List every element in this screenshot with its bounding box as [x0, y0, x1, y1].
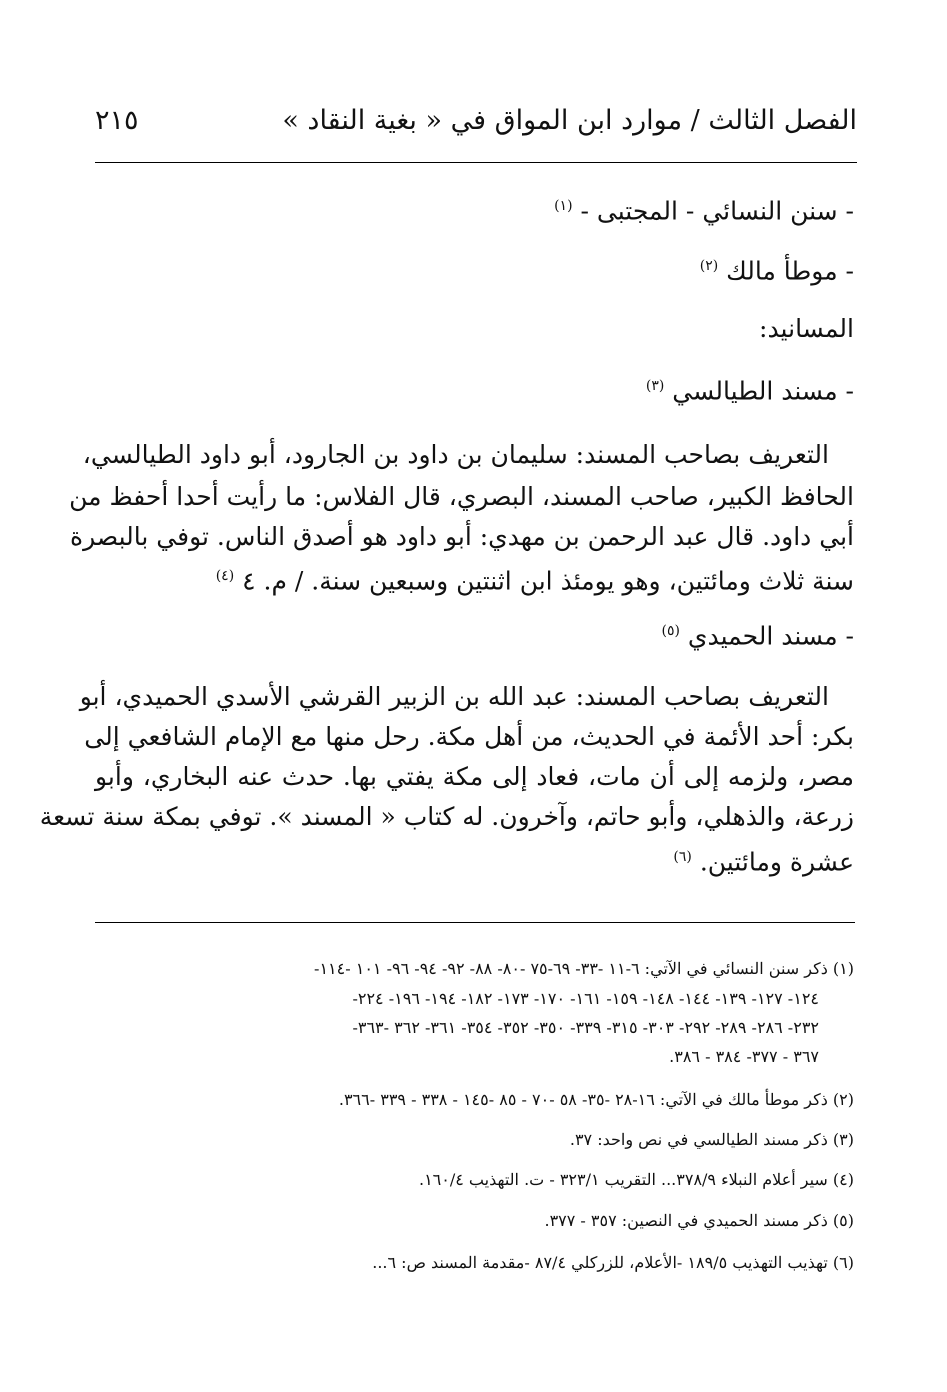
- running-title: الفصل الثالث / موارد ابن المواق في « بغية النقاد »: [282, 105, 857, 136]
- footnote-ref-1: (١): [554, 198, 573, 214]
- masanid-heading: المسانيد:: [759, 314, 854, 343]
- footnote-ref-4: (٤): [215, 568, 235, 584]
- page-number: ٢١٥: [95, 105, 139, 136]
- footnote-separator: [95, 922, 855, 923]
- footnote-6: (٦) تهذيب التهذيب ١٨٩/٥ -الأعلام، للزركلي ٨٧/٤ -مقدمة المسند ص: ٦...: [372, 1253, 854, 1272]
- footnote-3: (٣) ذكر مسند الطيالسي في نص واحد: ٣٧.: [569, 1130, 854, 1149]
- footnote-ref-5: (٥): [661, 623, 680, 639]
- tayalisi-title: - مسند الطيالسي: [672, 376, 854, 406]
- tayalisi-para-last-line: [216, 557, 854, 600]
- footnote-ref-3: (٣): [645, 378, 665, 394]
- tayalisi-para-line: الحافظ الكبير، صاحب المسند، البصري، قال الفلاس: ما رأيت أحدا أحفظ من: [69, 482, 854, 511]
- footnote-1-line: ٢٣٢- ٢٨٦- ٢٨٩- ٢٩٢- ٣٠٣- ٣١٥- ٣٣٩- ٣٥٠- ٣٥٢- ٣٥٤- ٣٦١- ٣٦٢ -٣٦٣-: [352, 1018, 819, 1037]
- footnote-2: (٢) ذكر موطأ مالك في الآتي: ١٦-٢٨ -٣٥- ٥٨ -٧٠ - ٨٥ -١٤٥ - ٣٣٨ - ٣٣٩ -٣٦٦.: [338, 1090, 854, 1109]
- bullet-sunan-nasai: [554, 187, 854, 230]
- tayalisi-para-line: التعريف بصاحب المسند: سليمان بن داود بن الجارود، أبو داود الطيالسي،: [82, 440, 829, 469]
- bullet-tayalisi: [646, 367, 854, 410]
- bullet-muwatta: [700, 247, 854, 290]
- humaydi-title: - مسند الحميدي: [687, 621, 854, 651]
- bullet-humaydi: [661, 612, 854, 655]
- footnote-1-line: (١) ذكر سنن النسائي في الآتي: ٦-١١ -٣٣- ٦٩-٧٥ -٨٠- ٨٨- ٩٢- ٩٤- ٩٦- ١٠١ -١١٤-: [314, 959, 854, 978]
- footnote-ref-2: (٢): [699, 258, 719, 274]
- footnote-ref-6: (٦): [673, 849, 692, 865]
- humaydi-para-line: بكر: أحد الأئمة في الحديث، من أهل مكة. رحل منها مع الإمام الشافعي إلى: [84, 722, 854, 751]
- muwatta-text: - موطأ مالك: [726, 256, 854, 286]
- humaydi-para-line: مصر، ولزمه إلى أن مات، فعاد إلى مكة يفتي بها. حدث عنه البخاري، وأبو: [95, 762, 854, 791]
- footnote-4: (٤) سير أعلام النبلاء ٣٧٨/٩... التقريب ٣٢٣/١ - ت. التهذيب ١٦٠/٤.: [418, 1170, 854, 1189]
- humaydi-para-line: التعريف بصاحب المسند: عبد الله بن الزبير القرشي الأسدي الحميدي، أبو: [79, 682, 829, 711]
- footnote-1-line: ١٢٤- ١٢٧- ١٣٩- ١٤٤- ١٤٨- ١٥٩- ١٦١- ١٧٠- ١٧٣- ١٨٢- ١٩٤- ١٩٦- ٢٢٤-: [352, 989, 819, 1008]
- tayalisi-para-text: سنة ثلاث ومائتين، وهو يومئذ ابن اثنتين وسبعين سنة. / م. ٤: [242, 566, 854, 596]
- tayalisi-para-line: أبي داود. قال عبد الرحمن بن مهدي: أبو داود هو أصدق الناس. توفي بالبصرة: [70, 522, 854, 551]
- sunan-nasai-text: - سنن النسائي - المجتبى -: [580, 196, 854, 226]
- humaydi-para-last-line: [673, 838, 854, 881]
- page-header: [95, 105, 857, 153]
- footnote-1-line: ٣٦٧ - ٣٧٧- ٣٨٤ - ٣٨٦.: [669, 1047, 819, 1066]
- footnote-5: (٥) ذكر مسند الحميدي في النصين: ٣٥٧ - ٣٧٧.: [544, 1211, 854, 1230]
- humaydi-para-text: عشرة ومائتين.: [699, 847, 854, 877]
- humaydi-para-line: زرعة، والذهلي، وأبو حاتم، وآخرون. له كتاب « المسند ». توفي بمكة سنة تسعة: [39, 802, 854, 831]
- header-rule: [95, 162, 857, 163]
